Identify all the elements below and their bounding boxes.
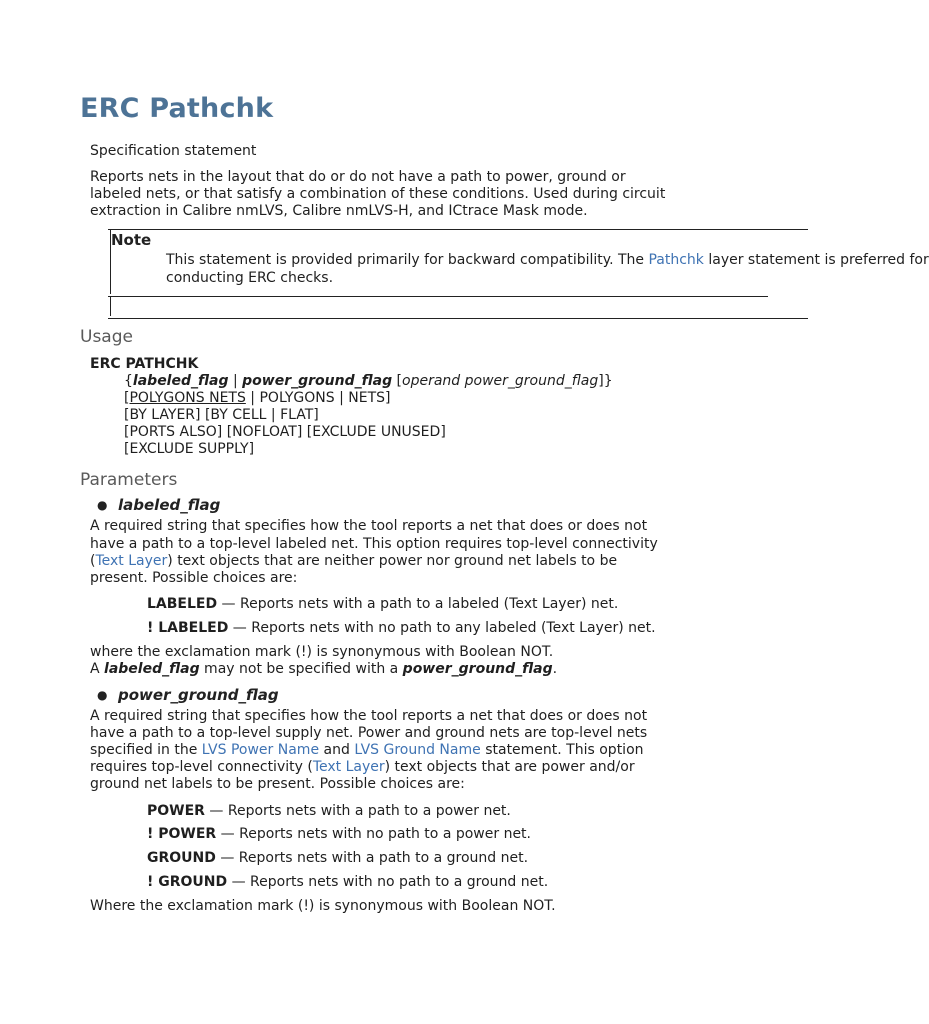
choice-not-ground: ! GROUND — Reports nets with no path to a ground net. — [147, 874, 549, 890]
note-divider — [108, 296, 768, 297]
parameters-heading: Parameters — [80, 470, 178, 490]
pg-flag-desc-4: requires top-level connectivity (Text Layer) text objects that are power and/or — [90, 759, 635, 775]
labeled-flag-desc-3: (Text Layer) text objects that are neither power nor ground net labels to be — [90, 553, 618, 569]
labeled-flag-desc-1: A required string that specifies how the tool reports a net that does or does not — [90, 518, 648, 534]
pg-flag-desc-1: A required string that specifies how the tool reports a net that does or does not — [90, 708, 648, 724]
spec-type: Specification statement — [90, 143, 257, 159]
choice-not-labeled: ! LABELED — Reports nets with no path to any labeled (Text Layer) net. — [147, 620, 656, 636]
usage-line-5: [EXCLUDE SUPPLY] — [124, 441, 255, 457]
choice-not-power: ! POWER — Reports nets with no path to a power net. — [147, 826, 531, 842]
description-line-1: Reports nets in the layout that do or do not have a path to power, ground or — [90, 169, 626, 185]
lvs-ground-name-link[interactable]: LVS Ground Name — [354, 742, 481, 758]
labeled-flag-desc-2: have a path to a top-level labeled net. This option requires top-level connectivity — [90, 536, 658, 552]
note-heading: Note — [111, 231, 152, 249]
choice-ground: GROUND — Reports nets with a path to a ground net. — [147, 850, 529, 866]
text-layer-link[interactable]: Text Layer — [312, 759, 385, 775]
usage-line-4: [PORTS ALSO] [NOFLOAT] [EXCLUDE UNUSED] — [124, 424, 446, 440]
choice-labeled: LABELED — Reports nets with a path to a labeled (Text Layer) net. — [147, 596, 619, 612]
choice-power: POWER — Reports nets with a path to a power net. — [147, 803, 511, 819]
page-title: ERC Pathchk — [80, 93, 274, 124]
text-layer-link[interactable]: Text Layer — [95, 553, 168, 569]
note-left-rule-lower — [110, 297, 111, 316]
usage-heading: Usage — [80, 327, 133, 347]
pg-flag-desc-2: have a path to a top-level supply net. Power and ground nets are top-level nets — [90, 725, 648, 741]
param-labeled-flag: labeled_flag — [118, 496, 221, 514]
usage-line-1: {labeled_flag | power_ground_flag [operand power_ground_flag]} — [124, 373, 613, 389]
pg-flag-where: Where the exclamation mark (!) is synonymous with Boolean NOT. — [90, 898, 556, 914]
description-line-2: labeled nets, or that satisfy a combination of these conditions. Used during circuit — [90, 186, 666, 202]
lvs-power-name-link[interactable]: LVS Power Name — [201, 742, 320, 758]
labeled-flag-desc-4: present. Possible choices are: — [90, 570, 298, 586]
note-line-1: This statement is provided primarily for backward compatibility. The Pathchk layer statement is preferred for — [166, 252, 929, 268]
labeled-flag-constraint: A labeled_flag may not be specified with a power_ground_flag. — [90, 661, 558, 677]
pg-flag-desc-5: ground net labels to be present. Possible choices are: — [90, 776, 465, 792]
labeled-flag-where: where the exclamation mark (!) is synonymous with Boolean NOT. — [90, 644, 554, 660]
bullet-icon: ● — [97, 498, 108, 512]
usage-statement: ERC PATHCHK — [90, 356, 199, 372]
param-power-ground-flag: power_ground_flag — [118, 686, 279, 704]
description-line-3: extraction in Calibre nmLVS, Calibre nmLVS-H, and ICtrace Mask mode. — [90, 203, 588, 219]
usage-line-3: [BY LAYER] [BY CELL | FLAT] — [124, 407, 319, 423]
note-line-2: conducting ERC checks. — [166, 270, 334, 286]
pg-flag-desc-3: specified in the LVS Power Name and LVS Ground Name statement. This option — [90, 742, 644, 758]
usage-line-2: [POLYGONS NETS | POLYGONS | NETS] — [124, 390, 391, 406]
pathchk-link[interactable]: Pathchk — [648, 252, 704, 268]
bullet-icon: ● — [97, 688, 108, 702]
